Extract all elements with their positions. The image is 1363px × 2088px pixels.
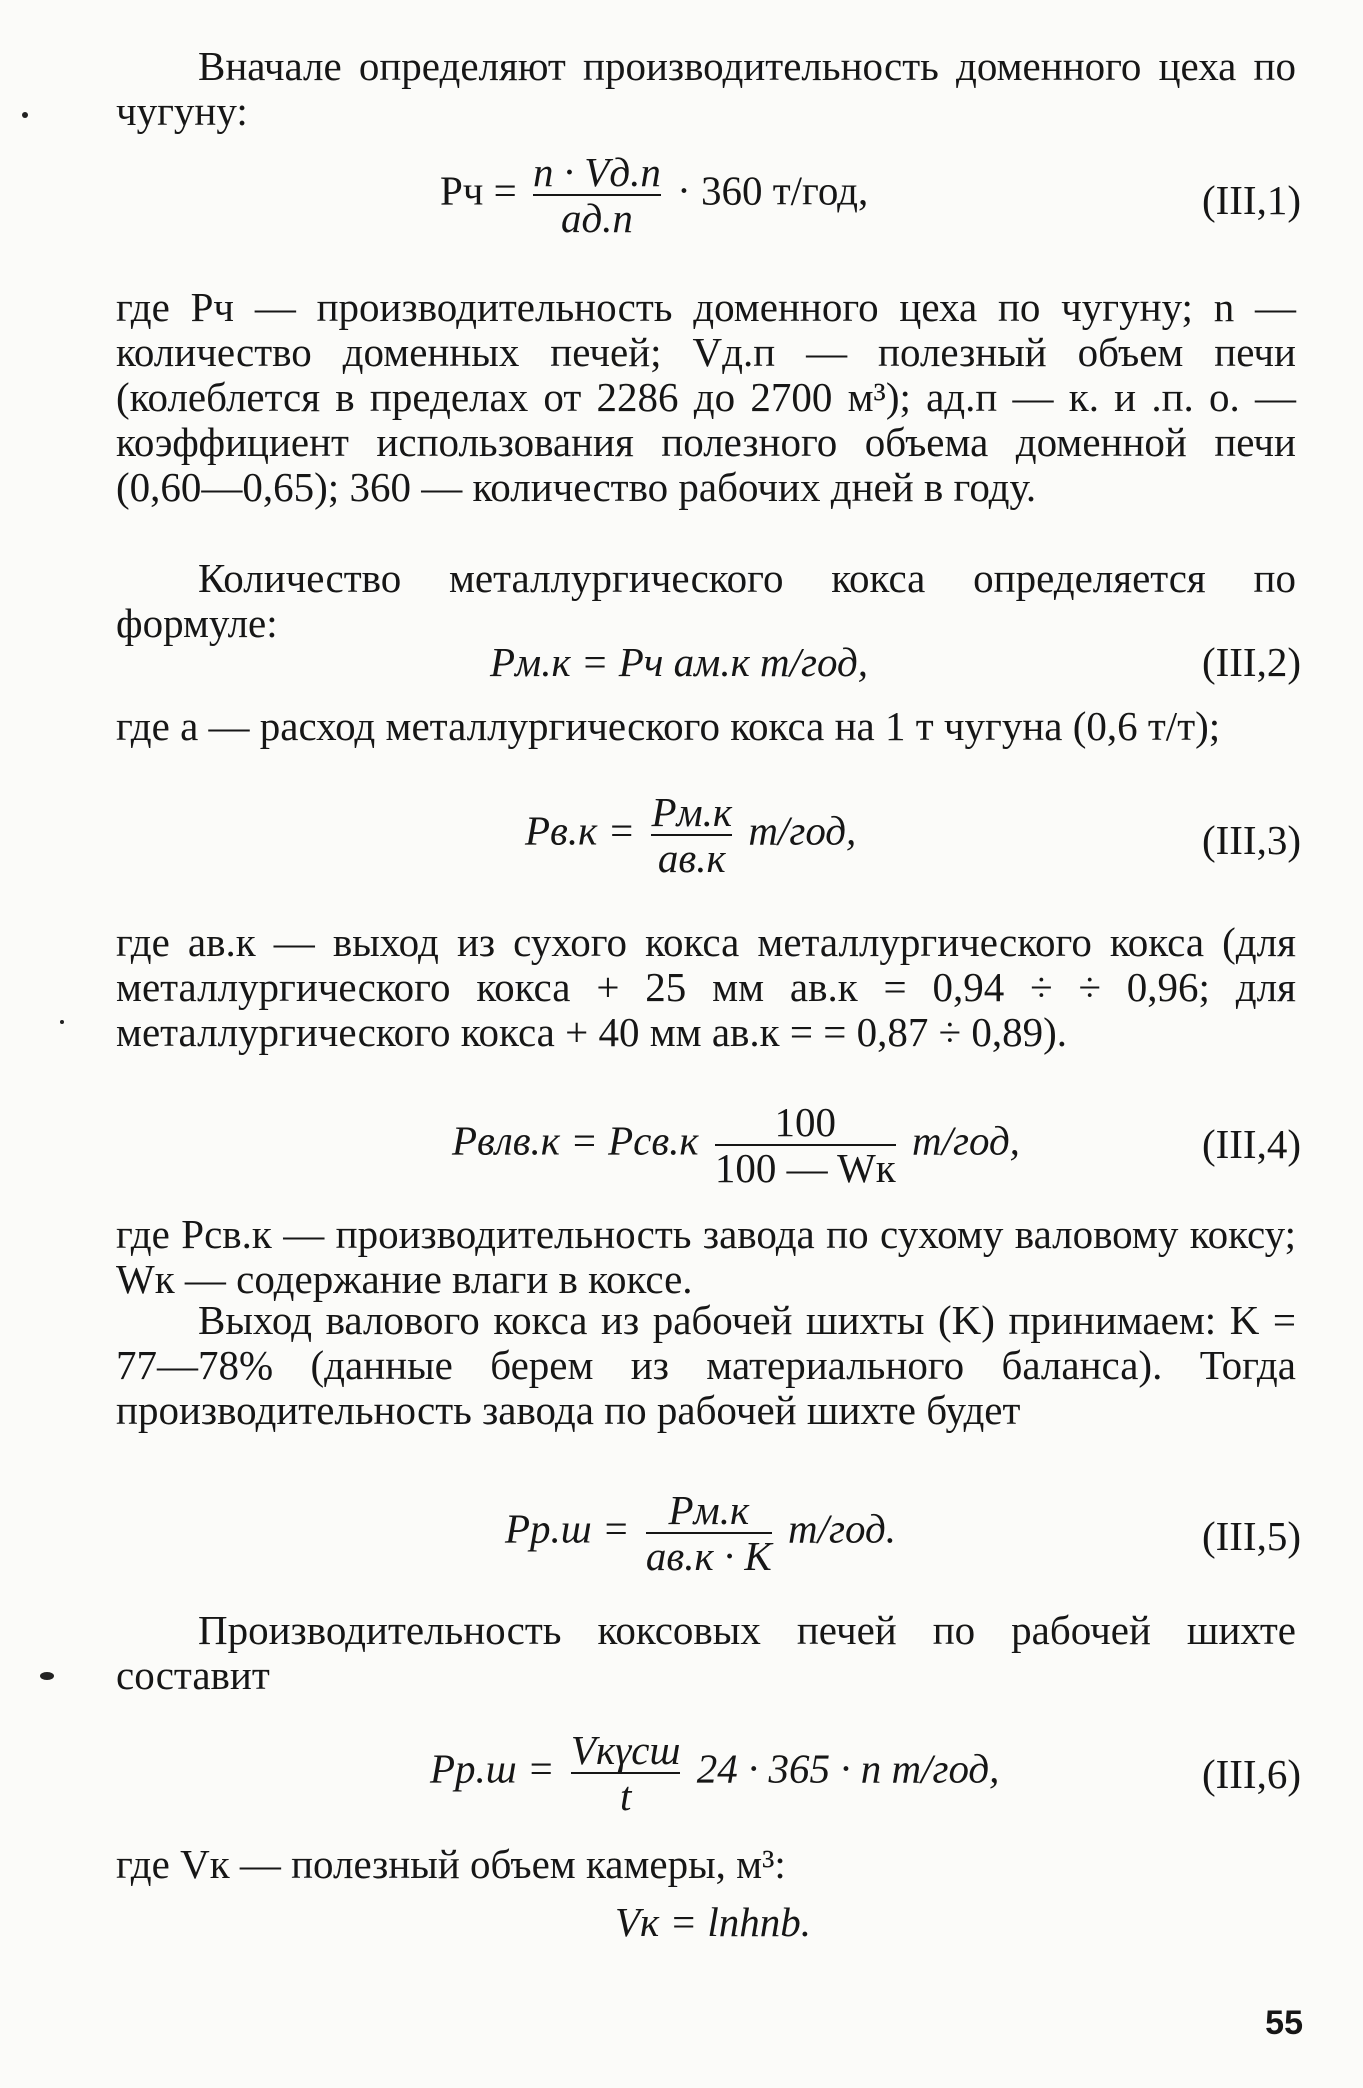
equation-chamber-volume: Vк = lпhпb.	[615, 1899, 812, 1945]
equation-iii-3	[525, 790, 856, 880]
equation-iii-6	[430, 1728, 999, 1818]
equation-rhs: т/год,	[748, 807, 857, 854]
fraction	[651, 790, 732, 880]
fraction	[646, 1488, 772, 1578]
paragraph-yield: где aв.к — выход из сухого кокса металлургического кокса (для металлургического кокса + 25 мм aв.к = 0,94 ÷ ÷ 0,96; для металлургического кокса + 40 мм aв.к = = 0,87 ÷ 0,89).	[116, 919, 1296, 1055]
fraction-numerator: 100	[774, 1099, 837, 1145]
fraction	[715, 1100, 896, 1190]
scan-speck	[40, 1672, 54, 1680]
paragraph-consumption: где a — расход металлургического кокса на 1 т чугуна (0,6 т/т);	[116, 703, 1221, 749]
scan-speck	[60, 1020, 64, 1024]
equation-iii-4	[452, 1100, 1020, 1190]
paragraph-chamber-volume: где Vк — полезный объем камеры, м³:	[116, 1841, 786, 1887]
equation-label-iii-1: (III,1)	[1201, 177, 1301, 223]
fraction	[533, 150, 661, 240]
paragraph-dry-coke: где Pсв.к — производительность завода по сухому валовому коксу; Wк — содержание влаги в коксе.	[116, 1211, 1296, 1302]
equation-lhs: Pвлв.к = Pсв.к	[452, 1117, 699, 1164]
paragraph-definitions-1: где Pч — производительность доменного цеха по чугуну; n — количество доменных печей; Vд.п — полезный объем печи (колеблется в пределах от 2286 до 2700 м³); aд.п — к. и .п. о. — коэффициент использования полезного объема доменной печи (0,60—0,65); 360 — количество рабочих дней в году.	[116, 284, 1296, 510]
equation-lhs: Pв.к =	[525, 807, 636, 854]
paragraph-oven-capacity: Производительность коксовых печей по рабочей шихте составит	[116, 1607, 1296, 1698]
equation-label-iii-4: (III,4)	[1201, 1121, 1301, 1167]
scan-speck	[22, 112, 28, 118]
fraction-numerator: Vкγсш	[570, 1727, 681, 1773]
equation-rhs: т/год.	[788, 1505, 896, 1552]
paragraph-coke-amount: Количество металлургического кокса определяется по формуле:	[116, 555, 1296, 646]
equation-label-iii-3: (III,3)	[1201, 817, 1301, 863]
equation-iii-2: Pм.к = Pч aм.к т/год,	[490, 639, 868, 685]
equation-rhs: · 360 т/год,	[677, 167, 869, 214]
equation-lhs: Pр.ш =	[430, 1745, 555, 1792]
equation-rhs: 24 · 365 · n т/год,	[696, 1745, 1000, 1792]
equation-iii-1	[440, 150, 868, 240]
equation-label-iii-5: (III,5)	[1201, 1513, 1301, 1559]
equation-rhs: т/год,	[911, 1117, 1020, 1164]
fraction-denominator: aв.к	[651, 834, 732, 880]
fraction-denominator: t	[571, 1772, 681, 1818]
page-number: 55	[1265, 2004, 1303, 2042]
fraction-denominator: aв.к · K	[645, 1533, 772, 1579]
fraction-numerator: Pм.к	[668, 1487, 750, 1533]
fraction-denominator: 100 — Wк	[714, 1145, 896, 1191]
paragraph-gross-coke: Выход валового кокса из рабочей шихты (K) принимаем: K = 77—78% (данные берем из материального баланса). Тогда производительность завода по рабочей шихте будет	[116, 1297, 1296, 1433]
paragraph-intro: Вначале определяют производительность доменного цеха по чугуну:	[116, 43, 1296, 134]
equation-label-iii-2: (III,2)	[1201, 639, 1301, 685]
fraction-numerator: Pм.к	[651, 789, 733, 835]
fraction	[571, 1728, 681, 1818]
fraction-numerator: n · Vд.п	[533, 149, 661, 195]
equation-iii-5	[505, 1488, 896, 1578]
equation-lhs: Pч =	[440, 167, 517, 214]
fraction-denominator: aд.п	[533, 194, 661, 240]
equation-label-iii-6: (III,6)	[1201, 1751, 1301, 1797]
equation-lhs: Pр.ш =	[505, 1505, 630, 1552]
